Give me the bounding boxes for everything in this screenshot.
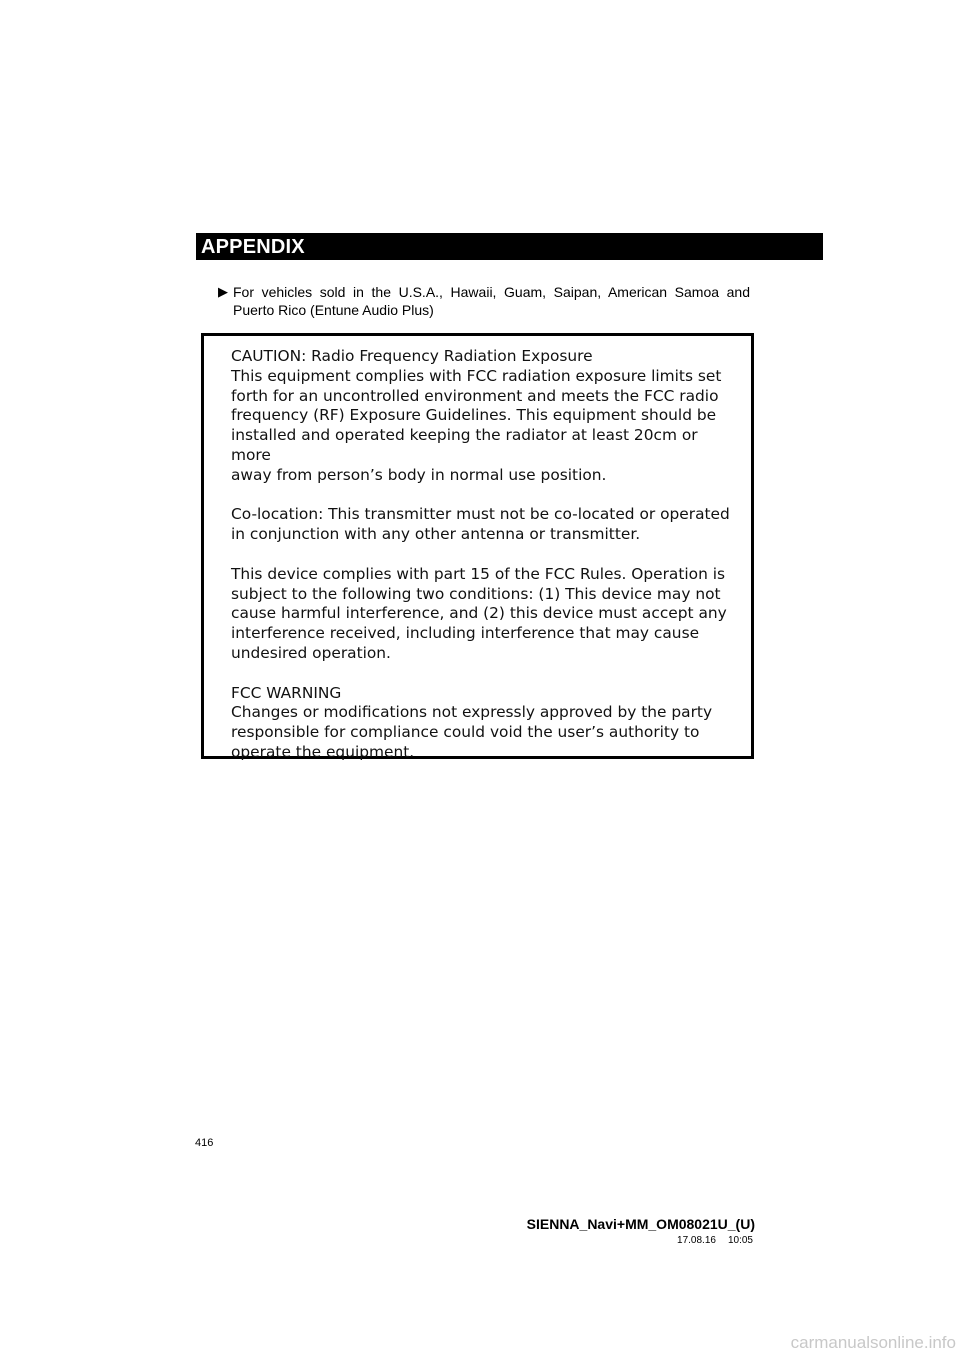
section-header bbox=[196, 233, 823, 260]
label-line: operate the equipment. bbox=[231, 742, 415, 761]
section-title: APPENDIX bbox=[201, 236, 305, 258]
vehicle-applicability-note bbox=[218, 283, 750, 319]
label-line: responsible for compliance could void the user’s authority to bbox=[231, 723, 700, 742]
fcc-label-box bbox=[201, 333, 754, 759]
label-line: cause harmful interference, and (2) this device must accept any bbox=[231, 604, 727, 623]
label-line: installed and operated keeping the radiator at least 20cm or more bbox=[231, 426, 698, 464]
label-line: forth for an uncontrolled environment and meets the FCC radio bbox=[231, 386, 719, 405]
label-line: frequency (RF) Exposure Guidelines. This equipment should be bbox=[231, 406, 717, 425]
site-watermark: carmanualsonline.info bbox=[790, 1333, 956, 1352]
co-location-paragraph bbox=[231, 505, 731, 545]
part15-paragraph bbox=[231, 565, 731, 664]
fcc-warning-paragraph bbox=[231, 684, 731, 763]
document-code: SIENNA_Navi+MM_OM08021U_(U) bbox=[526, 1216, 755, 1232]
label-line: Changes or modifications not expressly approved by the party bbox=[231, 703, 713, 722]
page-number: 416 bbox=[195, 1137, 214, 1149]
label-line: away from person’s body in normal use position. bbox=[231, 465, 607, 484]
label-line: This equipment complies with FCC radiation exposure limits set bbox=[231, 366, 722, 385]
label-line: CAUTION: Radio Frequency Radiation Exposure bbox=[231, 347, 593, 365]
label-line: Co-location: This transmitter must not be co-located or operated bbox=[231, 505, 730, 524]
caution-paragraph bbox=[231, 347, 731, 486]
note-line-1: For vehicles sold in the U.S.A., Hawaii, Guam, Saipan, American Samoa and bbox=[233, 284, 750, 300]
fcc-label-content bbox=[231, 347, 731, 763]
note-line-2: Puerto Rico (Entune Audio Plus) bbox=[233, 302, 434, 318]
label-line: subject to the following two conditions: (1) This device may not bbox=[231, 584, 721, 603]
print-timestamp bbox=[677, 1234, 753, 1247]
label-line: undesired operation. bbox=[231, 643, 391, 662]
triangle-bullet-icon: ▶ bbox=[218, 284, 228, 299]
print-time: 10:05 bbox=[727, 1235, 753, 1246]
print-date: 17.08.16 bbox=[677, 1235, 716, 1246]
label-line: in conjunction with any other antenna or transmitter. bbox=[231, 525, 641, 544]
label-line: This device complies with part 15 of the FCC Rules. Operation is bbox=[231, 564, 726, 583]
label-line: FCC WARNING bbox=[231, 683, 342, 702]
label-line: interference received, including interference that may cause bbox=[231, 624, 700, 643]
